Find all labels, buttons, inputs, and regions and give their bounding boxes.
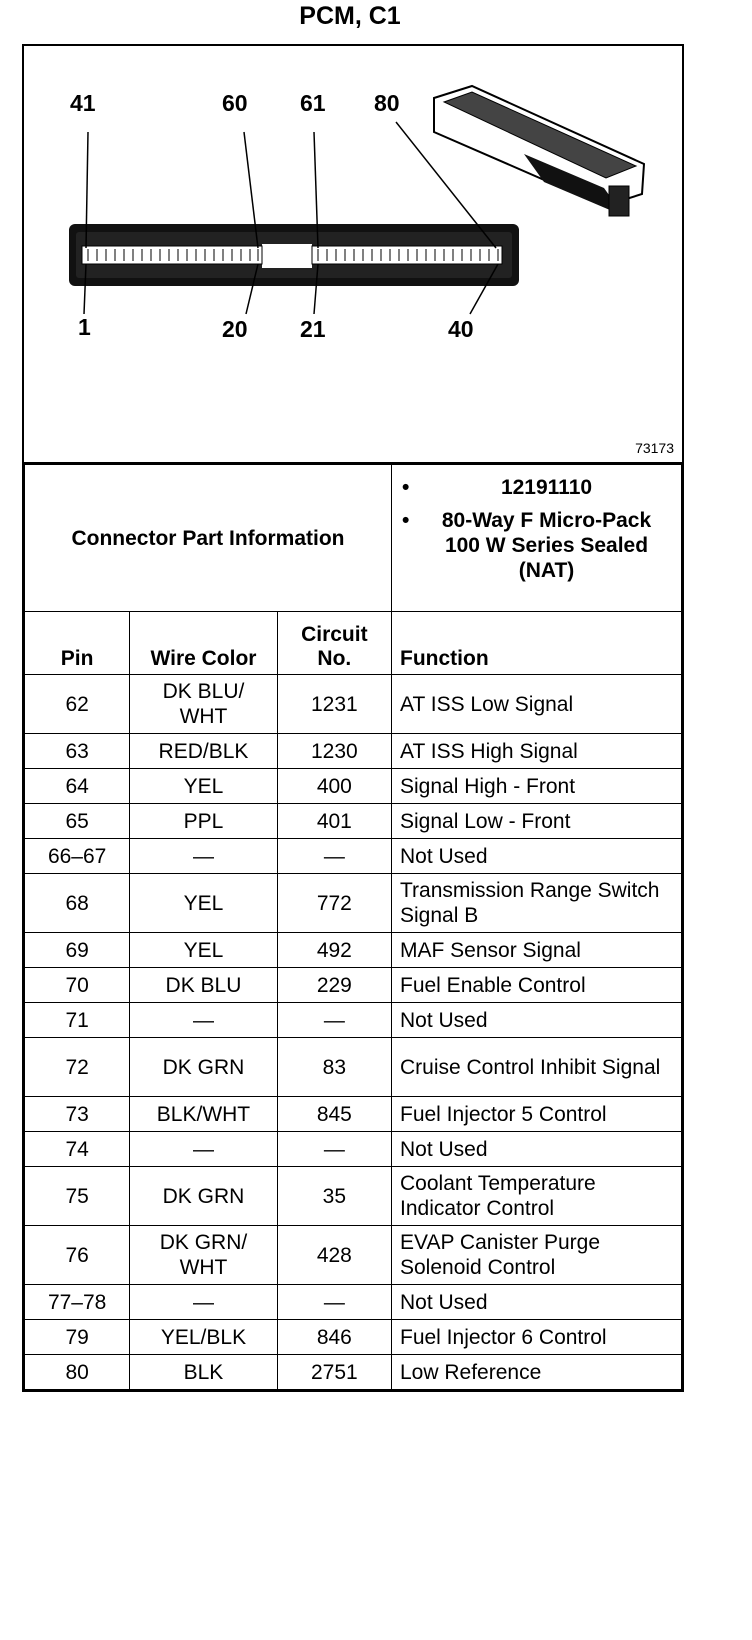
header-function: Function — [392, 612, 682, 675]
cell-function: Signal Low - Front — [392, 804, 682, 839]
cell-function: Not Used — [392, 1132, 682, 1167]
table-row — [25, 769, 682, 804]
table-row — [25, 968, 682, 1003]
table-row — [25, 1097, 682, 1132]
table-row — [25, 1132, 682, 1167]
cell-pin: 75 — [25, 1167, 130, 1226]
cell-wire-color: DK GRN — [130, 1167, 277, 1226]
cell-wire-color: DK GRN — [130, 1038, 277, 1097]
cell-circuit: 1231 — [277, 675, 391, 734]
cell-pin: 71 — [25, 1003, 130, 1038]
pin-label-20: 20 — [222, 316, 248, 342]
table-row — [25, 734, 682, 769]
table-row — [25, 1167, 682, 1226]
table-body — [25, 675, 682, 1390]
cell-circuit: 772 — [277, 874, 391, 933]
pin-label-40: 40 — [448, 316, 474, 342]
cell-pin: 68 — [25, 874, 130, 933]
cell-function: Not Used — [392, 1285, 682, 1320]
header-circuit: Circuit No. — [277, 612, 391, 675]
cell-wire-color: PPL — [130, 804, 277, 839]
cell-function: Signal High - Front — [392, 769, 682, 804]
cell-circuit: — — [277, 1132, 391, 1167]
cell-pin: 63 — [25, 734, 130, 769]
page-title: PCM, C1 — [299, 2, 401, 30]
cell-wire-color: BLK/WHT — [130, 1097, 277, 1132]
cell-pin: 73 — [25, 1097, 130, 1132]
cell-wire-color: DK GRN/ WHT — [130, 1226, 277, 1285]
cell-pin: 64 — [25, 769, 130, 804]
connector-info-label: Connector Part Information — [25, 465, 392, 612]
cell-circuit: 400 — [277, 769, 391, 804]
cell-circuit: 846 — [277, 1320, 391, 1355]
table-row — [25, 1285, 682, 1320]
cell-circuit: 845 — [277, 1097, 391, 1132]
cell-wire-color: YEL — [130, 874, 277, 933]
cell-wire-color: — — [130, 1285, 277, 1320]
cell-wire-color: DK BLU — [130, 968, 277, 1003]
pinout-table — [24, 464, 682, 1390]
cell-wire-color: DK BLU/ WHT — [130, 675, 277, 734]
pin-label-21: 21 — [300, 316, 326, 342]
connector-description: • 80-Way F Micro-Pack 100 W Series Sealed (NAT) — [402, 508, 671, 583]
table-row — [25, 1003, 682, 1038]
cell-pin: 74 — [25, 1132, 130, 1167]
cell-pin: 80 — [25, 1355, 130, 1390]
table-header-row — [25, 612, 682, 675]
table-row — [25, 804, 682, 839]
cell-wire-color: BLK — [130, 1355, 277, 1390]
table-row — [25, 1355, 682, 1390]
cell-function: Fuel Injector 5 Control — [392, 1097, 682, 1132]
connector-illustration — [24, 46, 682, 464]
table-row — [25, 839, 682, 874]
cell-function: AT ISS High Signal — [392, 734, 682, 769]
pin-label-61: 61 — [300, 90, 326, 116]
cell-pin: 70 — [25, 968, 130, 1003]
pin-label-80: 80 — [374, 90, 400, 116]
cell-circuit: — — [277, 839, 391, 874]
cell-wire-color: — — [130, 1003, 277, 1038]
cell-function: AT ISS Low Signal — [392, 675, 682, 734]
cell-function: MAF Sensor Signal — [392, 933, 682, 968]
cell-pin: 77–78 — [25, 1285, 130, 1320]
cell-circuit: 492 — [277, 933, 391, 968]
cell-function: Not Used — [392, 1003, 682, 1038]
header-wire-color: Wire Color — [130, 612, 277, 675]
table-row — [25, 1320, 682, 1355]
cell-wire-color: YEL — [130, 933, 277, 968]
header-pin: Pin — [25, 612, 130, 675]
table-row — [25, 1226, 682, 1285]
cell-pin: 62 — [25, 675, 130, 734]
cell-function: Cruise Control Inhibit Signal — [392, 1038, 682, 1097]
pin-label-41: 41 — [70, 90, 96, 116]
cell-function: Fuel Injector 6 Control — [392, 1320, 682, 1355]
cell-function: Not Used — [392, 839, 682, 874]
pin-label-1: 1 — [78, 314, 91, 340]
cell-pin: 65 — [25, 804, 130, 839]
table-row — [25, 675, 682, 734]
cell-circuit: 2751 — [277, 1355, 391, 1390]
table-row — [25, 874, 682, 933]
connector-sheet — [22, 44, 684, 1392]
cell-pin: 76 — [25, 1226, 130, 1285]
cell-circuit: 428 — [277, 1226, 391, 1285]
table-row — [25, 933, 682, 968]
cell-wire-color: RED/BLK — [130, 734, 277, 769]
cell-circuit: 401 — [277, 804, 391, 839]
cell-circuit: 35 — [277, 1167, 391, 1226]
connector-info-row — [25, 465, 682, 612]
cell-pin: 72 — [25, 1038, 130, 1097]
cell-circuit: 1230 — [277, 734, 391, 769]
cell-wire-color: — — [130, 1132, 277, 1167]
cell-pin: 79 — [25, 1320, 130, 1355]
connector-drawing — [24, 46, 682, 462]
connector-part-number: • 12191110 — [402, 475, 671, 500]
cell-circuit: — — [277, 1285, 391, 1320]
cell-function: EVAP Canister Purge Solenoid Control — [392, 1226, 682, 1285]
cell-pin: 66–67 — [25, 839, 130, 874]
connector-info-details — [392, 465, 682, 612]
cell-function: Transmission Range Switch Signal B — [392, 874, 682, 933]
connector-side-view — [434, 86, 644, 216]
cell-circuit: — — [277, 1003, 391, 1038]
cell-circuit: 83 — [277, 1038, 391, 1097]
table-row — [25, 1038, 682, 1097]
pin-label-60: 60 — [222, 90, 248, 116]
cell-wire-color: YEL/BLK — [130, 1320, 277, 1355]
cell-function: Low Reference — [392, 1355, 682, 1390]
cell-circuit: 229 — [277, 968, 391, 1003]
cell-function: Coolant Temperature Indicator Control — [392, 1167, 682, 1226]
cell-wire-color: — — [130, 839, 277, 874]
cell-function: Fuel Enable Control — [392, 968, 682, 1003]
cell-pin: 69 — [25, 933, 130, 968]
cell-wire-color: YEL — [130, 769, 277, 804]
figure-id: 73173 — [635, 440, 674, 456]
